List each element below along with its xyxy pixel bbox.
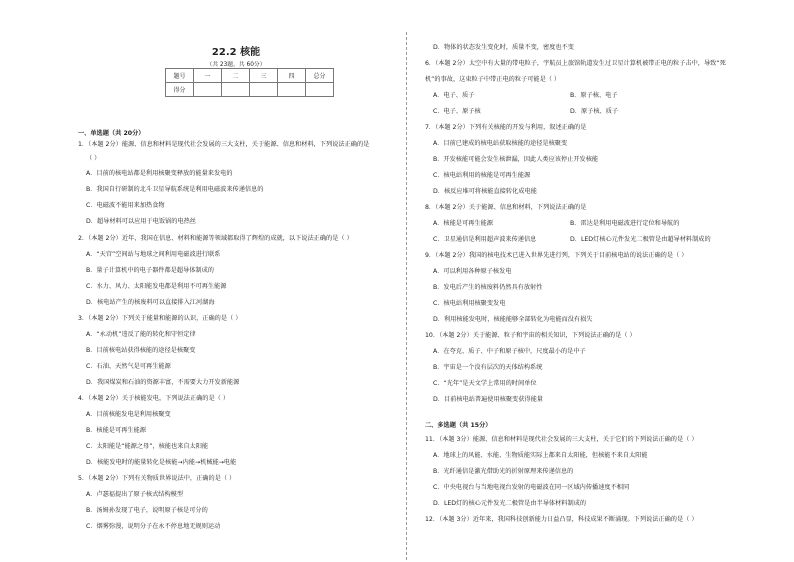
option-line: D．核电站产生的核废料可以直接排入江河湖海 <box>86 299 215 306</box>
question-line: 1．（本题 2分）能源、信息和材料是现代社会发展的三大支柱，关于能源、信息和材料，下列说法正确的是 <box>78 141 370 148</box>
option-line: C．卫星通信是利用超声波来传递信息 <box>433 236 537 243</box>
question-line: 8．（本题 2分）关于能源、信息和材料，下列说法正确的是 <box>425 204 587 211</box>
score-cell[interactable] <box>250 83 278 97</box>
option-line: A．核能是可再生能源 <box>433 220 493 227</box>
option-line: D．目前核电站普遍使用核聚变获得能量 <box>433 396 543 403</box>
option-line: C．太阳能是“能源之母”，核能也来自太阳能 <box>86 443 209 450</box>
option-line: A．卢瑟福提出了原子核式结构模型 <box>86 491 184 498</box>
question-line: 9．（本题 2分）我国的核电技术已进入世界先进行列，下列关于目前核电站的说法正确的是（ ） <box>425 252 688 259</box>
question-line: 7．（本题 2分）下列有关核能的开发与利用，叙述正确的是 <box>425 124 587 131</box>
option-line: A．目前的核电站都是利用核聚变释放的能量来发电的 <box>86 170 233 177</box>
question-line: 6．（本题 2分）太空中有大量的带电粒子，宇航员上旅馆轨道发生过卫星计算机被带正电的粒子击中，导致“死 <box>425 60 726 67</box>
option-line: A．电子、质子 <box>433 92 475 99</box>
score-cell[interactable] <box>278 83 306 97</box>
option-line: D．利用核能发电时，核能能够全部转化为电能而没有损失 <box>433 316 593 323</box>
option-line: D．LED灯核心元件发光二极管是由超导材料制成的 <box>570 236 711 243</box>
score-cell[interactable] <box>222 83 250 97</box>
score-table-header-cell: 一 <box>194 69 222 83</box>
option-line: C．中央电视台与当地电视台发射的电磁波在同一区域内传播速度不相同 <box>433 484 630 491</box>
option-line: B．我国自行研制的北斗卫星导航系统是利用电磁波来传递信息的 <box>86 186 264 193</box>
option-line: D．核反应堆可将核能直接转化成电能 <box>433 188 537 195</box>
option-line: C．水力、风力、太阳能发电都是利用不可再生能源 <box>86 283 227 290</box>
option-line: B．光纤通信是激光借助光的折射原理来传递信息的 <box>433 468 574 475</box>
option-line: A．可以利用各种原子核发电 <box>433 268 512 275</box>
score-cell[interactable] <box>306 83 334 97</box>
option-line: A．“永动机”违反了能的转化和守恒定律 <box>86 331 196 338</box>
option-line: B．宇宙是一个没有层次的天体结构系统 <box>433 364 543 371</box>
score-table <box>165 68 334 97</box>
question-line: （ ） <box>86 155 101 162</box>
score-table-header-cell: 题号 <box>166 69 194 83</box>
question-line: 12．（本题 3分）近年来，我国科技创新能力日益凸显，科技成果不断涌现。下列说法正确的是（ ） <box>425 516 698 523</box>
option-line: A．在夸克、质子、中子和原子核中，尺度最小的是中子 <box>433 348 586 355</box>
score-cell[interactable] <box>194 83 222 97</box>
option-line: B．发电后产生的核废料仍然具有放射性 <box>433 284 543 291</box>
option-line: C．电磁波不能用来加热食物 <box>86 202 165 209</box>
option-line: B．量子计算机中的电子器件都是超导体制成的 <box>86 267 214 274</box>
option-line: D．原子核、质子 <box>570 108 619 115</box>
page-subtitle: （共 23题，共 60分） <box>206 62 266 68</box>
option-line: D．物体的状态发生变化时，质量不变，密度也不变 <box>433 44 574 51</box>
score-table-header-cell: 总分 <box>306 69 334 83</box>
score-table-header-cell: 四 <box>278 69 306 83</box>
option-line: B．目前核电站获得核能的途径是核聚变 <box>86 347 196 354</box>
question-line: 2．（本题 2分）近年，我国在信息、材料和能源等领域都取得了辉煌的成就，以下说法正确的是（ ） <box>78 235 353 242</box>
option-line: B．核能是可再生能源 <box>86 427 146 434</box>
score-table-header-cell: 三 <box>250 69 278 83</box>
option-line: B．开发核能可能会发生核泄漏，因此人类应该停止开发核能 <box>433 156 599 163</box>
question-line: 机”的事故，这束粒子中带正电的粒子可能是（ ） <box>425 76 561 83</box>
section-heading-multi: 二、多选题（共 15分） <box>425 422 492 429</box>
score-table-header-row <box>166 69 334 83</box>
option-line: A．目前核能发电是利用核聚变 <box>86 411 171 418</box>
score-table-score-row <box>166 83 334 97</box>
option-line: C．烟雾弥漫，说明分子在永不停息地无规则运动 <box>86 523 221 530</box>
question-line: 3．（本题 2分）下列关于能量和能源的认识，正确的是（ ） <box>78 315 242 322</box>
option-line: C．“光年”是天文学上常用的时间单位 <box>433 380 537 387</box>
page-title: 22.2 核能 <box>211 47 261 58</box>
option-line: B．雷达是利用电磁波进行定位和导航的 <box>570 220 680 227</box>
option-line: D．核能发电时的能量转化是核能→内能→机械能→电能 <box>86 459 237 466</box>
question-line: 4．（本题 2分）关于核能发电，下列说法正确的是（ ） <box>78 395 230 402</box>
question-line: 10．（本题 2分）关于能源、粒子和宇宙的相关知识，下列说法正确的是（ ） <box>425 332 636 339</box>
option-line: D．超导材料可以应用于电饭锅的电热丝 <box>86 218 196 225</box>
option-line: B．原子核、电子 <box>570 92 618 99</box>
question-line: 5．（本题 2分）下列有关物质世界说法中，正确的是（ ） <box>78 475 236 482</box>
option-line: A．目前已建成的核电站获取核能的途径是核聚变 <box>433 140 568 147</box>
option-line: B．汤姆孙发现了电子，说明原子核是可分的 <box>86 507 208 514</box>
option-line: A．地球上的风能、水能、生物质能实际上都来自太阳能，但核能不来自太阳能 <box>433 452 648 459</box>
option-line: C．核电站利用核聚变发电 <box>433 300 506 307</box>
option-line: C．核电站利用的核能是可再生能源 <box>433 172 531 179</box>
column-divider <box>406 32 407 560</box>
option-line: A．“天宫”空间站与地球之间利用电磁波进行联系 <box>86 251 221 258</box>
section-heading-single: 一、单选题（共 20分） <box>78 130 145 137</box>
option-line: D．我国煤炭和石油的资源丰富，不需要大力开发新能源 <box>86 379 240 386</box>
option-line: C．电子、原子核 <box>433 108 481 115</box>
question-line: 11．（本题 3分）能源、信息和材料是现代社会发展的三大支柱，关于它们的下列说法正确的是（ ） <box>425 436 698 443</box>
option-line: C．石油、天然气是可再生能源 <box>86 363 171 370</box>
score-table-header-cell: 二 <box>222 69 250 83</box>
score-table-row-label: 得分 <box>166 83 194 97</box>
option-line: D．LED灯的核心元件发光二极管是由半导体材料制成的 <box>433 500 587 507</box>
